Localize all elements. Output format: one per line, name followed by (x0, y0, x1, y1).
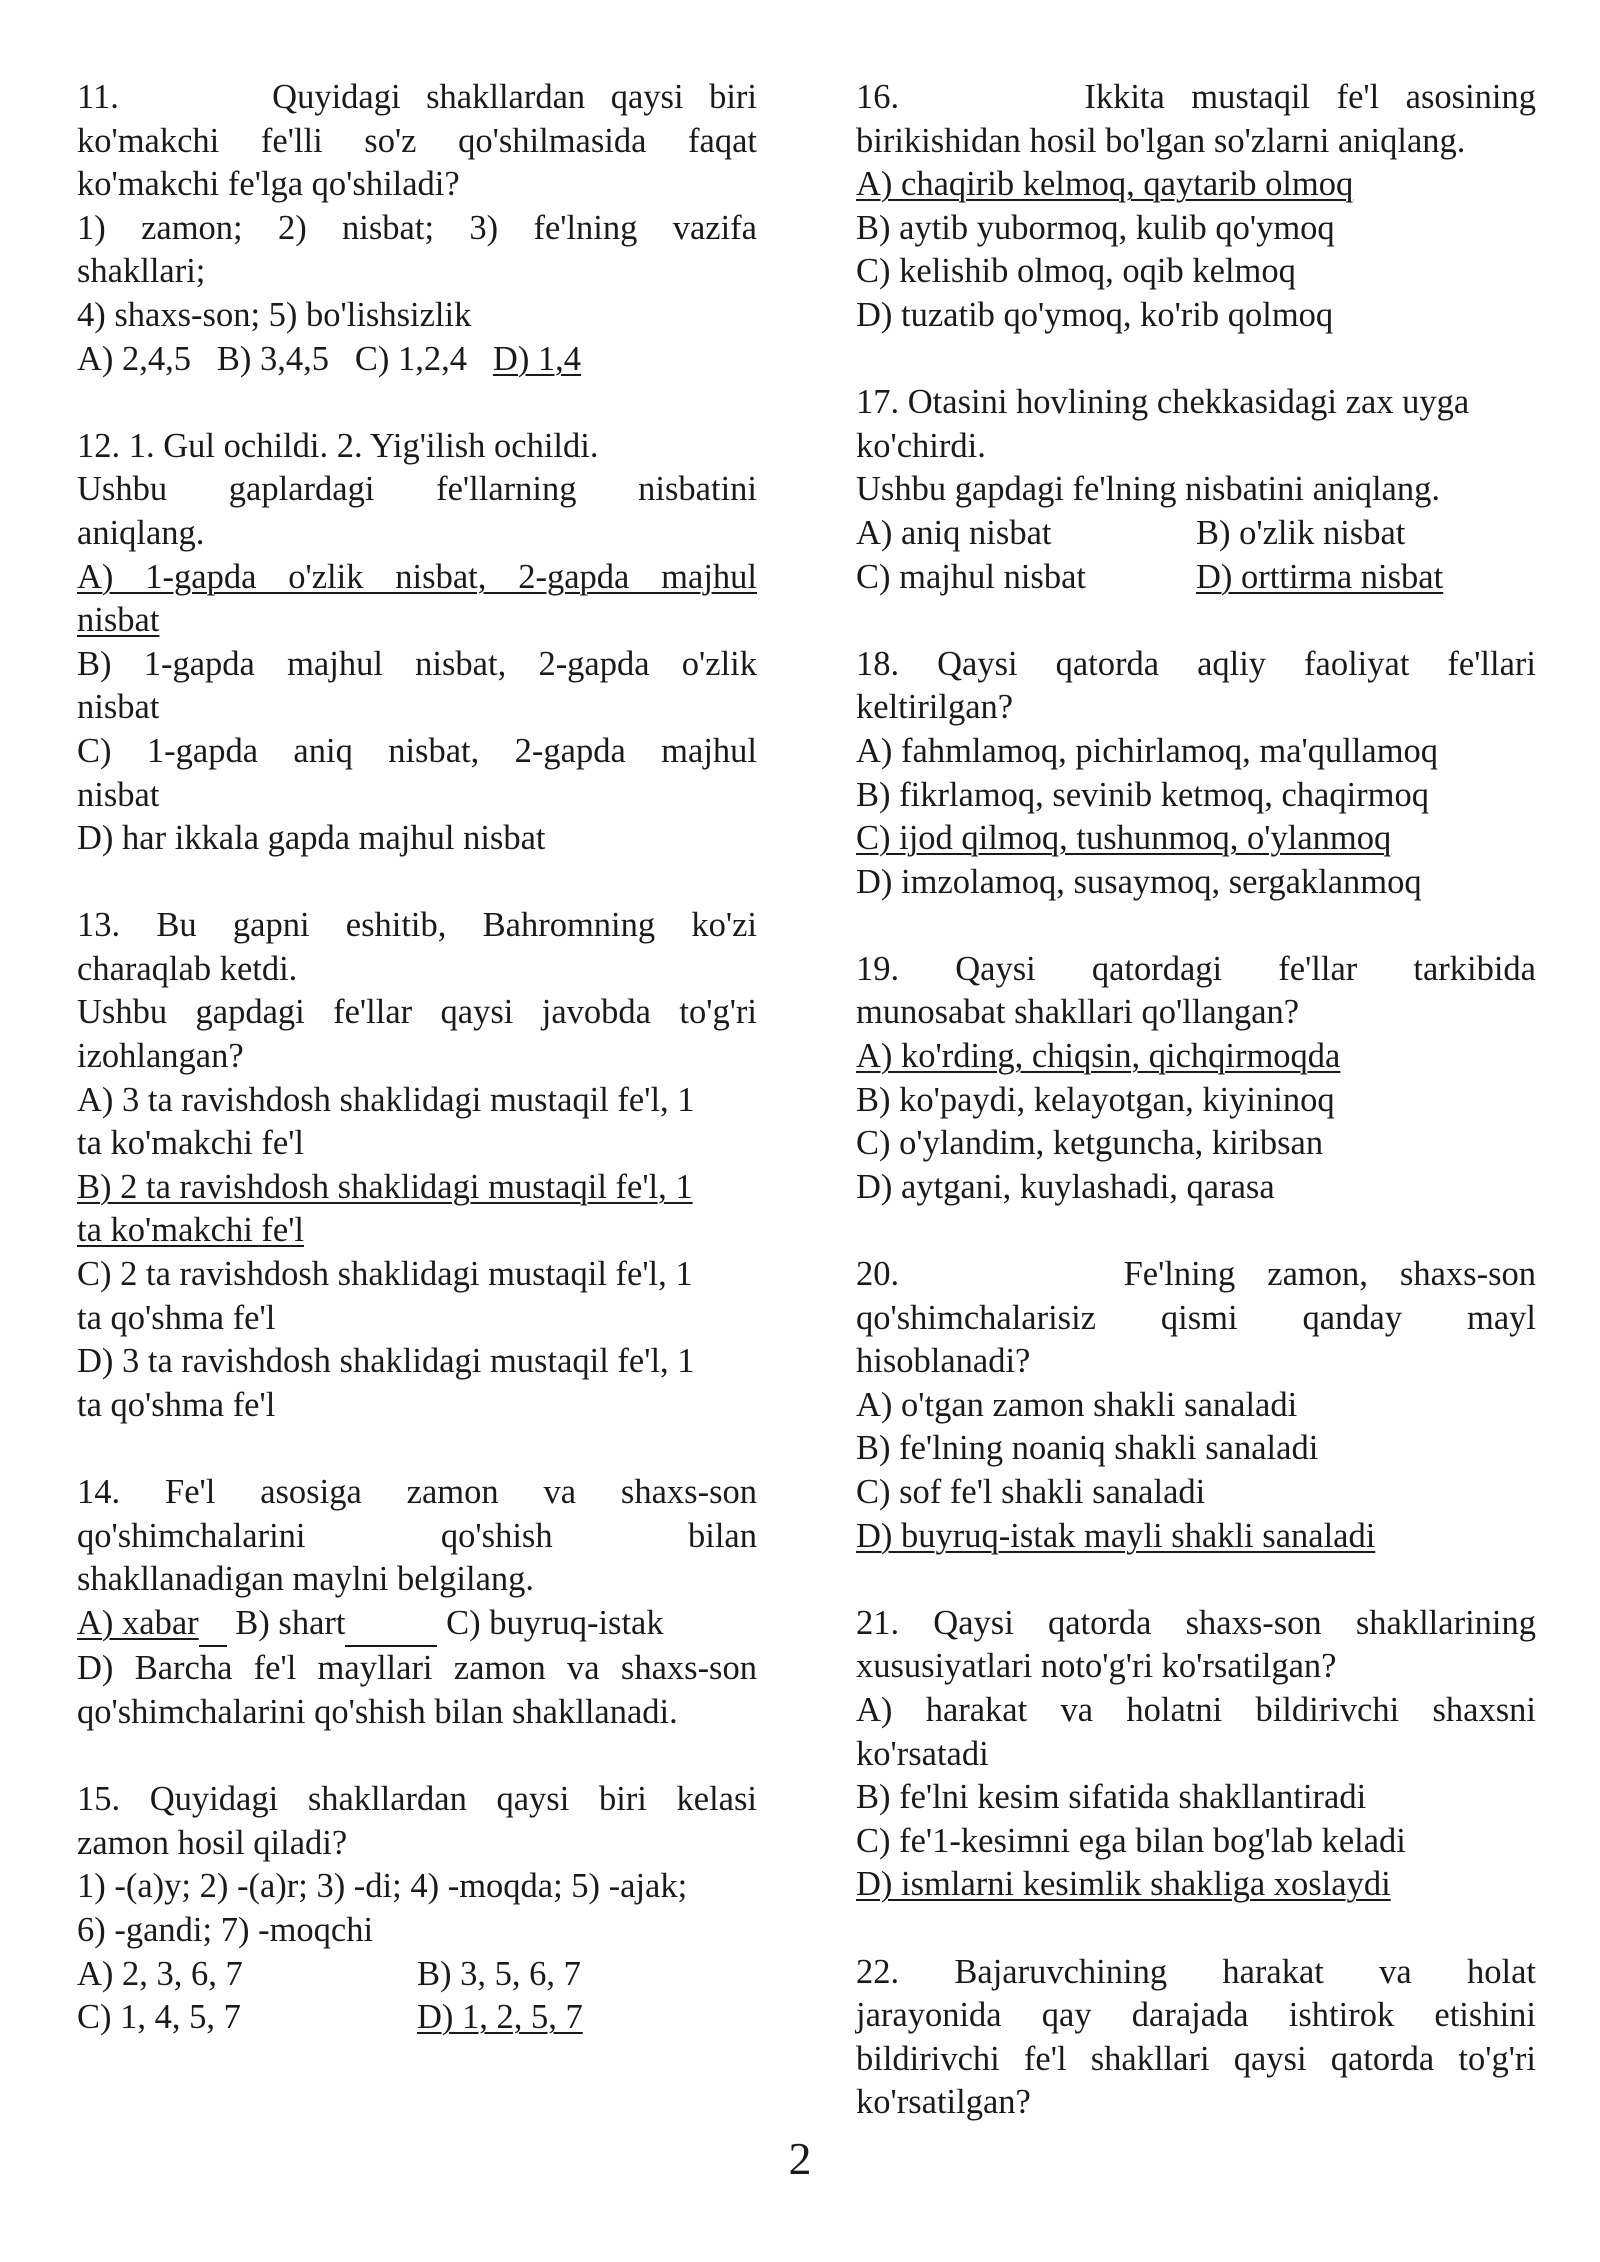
q11-options (77, 338, 757, 382)
q15-line: zamon hosil qiladi? (77, 1823, 348, 1862)
q20-option-c: C) sof fe'l shakli sanaladi (856, 1473, 1206, 1511)
q21-option-b: B) fe'lni kesim sifatida shakllantiradi (856, 1778, 1367, 1817)
q11-line: shakllari; (77, 252, 206, 291)
q14-option-d: D) Barcha fe'l mayllari zamon va shaxs-son (77, 1649, 757, 1688)
q21-option-a-cont: ko'rsatadi (856, 1734, 989, 1773)
q14-option-c: C) buyruq-istak (446, 1603, 664, 1642)
question-21 (856, 1602, 1536, 1907)
q20-line: hisoblanadi? (856, 1342, 1031, 1381)
q12-option-c-cont: nisbat (77, 775, 160, 814)
question-15 (77, 1778, 757, 2040)
q14-line: shakllanadigan maylni belgilang. (77, 1560, 535, 1599)
q18-option-b: B) fikrlamoq, sevinib ketmoq, chaqirmoq (856, 775, 1429, 814)
q14-options (77, 1602, 757, 1648)
q15-option-a: A) 2, 3, 6, 7 (77, 1954, 243, 1993)
q14-option-b: B) shart (235, 1603, 346, 1642)
q19-option-a-answer: A) ko'rding, chiqsin, qichqirmoqda (856, 1037, 1341, 1076)
q21-option-d-answer: D) ismlarni kesimlik shakliga xoslaydi (856, 1865, 1391, 1904)
q12-option-b-cont: nisbat (77, 688, 160, 727)
question-11 (77, 76, 757, 381)
q12-option-b: B) 1-gapda majhul nisbat, 2-gapda o'zlik (77, 644, 757, 683)
q13-option-d-cont: ta qo'shma fe'l (77, 1385, 276, 1424)
q15-options-row (77, 1953, 757, 1997)
question-14 (77, 1471, 757, 1735)
q17-option-a: A) aniq nisbat (856, 513, 1052, 552)
q18-option-a: A) fahmlamoq, pichirlamoq, ma'qullamoq (856, 731, 1439, 770)
q14-option-d-cont: qo'shimchalarini qo'shish bilan shakllanadi. (77, 1692, 678, 1731)
q19-line: 19. Qaysi qatordagi fe'llar tarkibida (856, 949, 1536, 988)
question-16 (856, 76, 1536, 338)
q17-option-d-answer: D) orttirma nisbat (1196, 557, 1444, 596)
q20-option-a: A) o'tgan zamon shakli sanaladi (856, 1385, 1298, 1424)
question-19 (856, 948, 1536, 1210)
q11-line: 4) shaxs-son; 5) bo'lishsizlik (77, 295, 472, 334)
q19-option-d: D) aytgani, kuylashadi, qarasa (856, 1167, 1275, 1206)
q13-option-a: A) 3 ta ravishdosh shaklidagi mustaqil fe'l, 1 (77, 1080, 695, 1119)
q11-option-b: B) 3,4,5 (216, 339, 330, 378)
q11-line: ko'makchi fe'lga qo'shiladi? (77, 165, 460, 204)
q21-option-c: C) fe'1-kesimni ega bilan bog'lab keladi (856, 1821, 1406, 1860)
q13-line: Ushbu gapdagi fe'llar qaysi javobda to'g'ri (77, 993, 757, 1032)
q13-option-d: D) 3 ta ravishdosh shaklidagi mustaqil fe'l, 1 (77, 1342, 695, 1381)
q21-line: xususiyatlari noto'g'ri ko'rsatilgan? (856, 1647, 1337, 1686)
q16-option-c: C) kelishib olmoq, oqib kelmoq (856, 252, 1296, 291)
q17-line: ko'chirdi. (856, 426, 986, 465)
q12-option-a-answer: A) 1-gapda o'zlik nisbat, 2-gapda majhul (77, 557, 757, 596)
q21-line: 21. Qaysi qatorda shaxs-son shakllarining (856, 1603, 1536, 1642)
q13-option-c: C) 2 ta ravishdosh shaklidagi mustaqil fe'l, 1 (77, 1255, 693, 1294)
q18-option-d: D) imzolamoq, susaymoq, sergaklanmoq (856, 862, 1422, 901)
q13-line: izohlangan? (77, 1037, 244, 1076)
q22-line: jarayonida qay darajada ishtirok etishini (856, 1996, 1536, 2035)
q11-option-d-answer: D) 1,4 (492, 339, 582, 378)
q22-line: bildirivchi fe'l shakllari qaysi qatorda to'g'ri (856, 2039, 1536, 2078)
q17-options-row (856, 556, 1536, 600)
q15-options-row (77, 1996, 757, 2040)
q13-option-b-answer: B) 2 ta ravishdosh shaklidagi mustaqil fe'l, 1 (77, 1167, 693, 1206)
q14-line: 14. Fe'l asosiga zamon va shaxs-son (77, 1473, 757, 1511)
q11-line: 11. Quyidagi shakllardan qaysi biri (77, 78, 757, 116)
question-22 (856, 1951, 1536, 2125)
q18-line: keltirilgan? (856, 688, 1014, 727)
q12-line: aniqlang. (77, 513, 205, 552)
q12-option-a-answer-cont: nisbat (77, 601, 160, 640)
q19-option-b: B) ko'paydi, kelayotgan, kiyininoq (856, 1080, 1335, 1119)
q15-option-b: B) 3, 5, 6, 7 (417, 1954, 581, 1993)
q11-line: ko'makchi fe'lli so'z qo'shilmasida faqat (77, 121, 757, 160)
q12-option-d: D) har ikkala gapda majhul nisbat (77, 819, 546, 858)
q16-option-d: D) tuzatib qo'ymoq, ko'rib qolmoq (856, 295, 1334, 334)
q17-option-c: C) majhul nisbat (856, 557, 1086, 596)
question-17 (856, 381, 1536, 599)
q15-option-d-answer: D) 1, 2, 5, 7 (417, 1998, 583, 2037)
q13-line: 13. Bu gapni eshitib, Bahromning ko'zi (77, 906, 757, 945)
q12-line: 12. 1. Gul ochildi. 2. Yig'ilish ochildi. (77, 426, 599, 465)
q20-line: qo'shimchalarisiz qismi qanday mayl (856, 1298, 1536, 1337)
q13-line: charaqlab ketdi. (77, 949, 298, 988)
question-12 (77, 425, 757, 861)
q20-option-d-answer: D) buyruq-istak mayli shakli sanaladi (856, 1516, 1376, 1555)
page-number: 2 (788, 2133, 812, 2184)
q18-line: 18. Qaysi qatorda aqliy faoliyat fe'llari (856, 644, 1536, 683)
right-column (856, 76, 1536, 2169)
question-18 (856, 643, 1536, 905)
q22-line: ko'rsatilgan? (856, 2083, 1031, 2122)
q12-option-c: C) 1-gapda aniq nisbat, 2-gapda majhul (77, 731, 757, 770)
q19-line: munosabat shakllari qo'llangan? (856, 993, 1300, 1032)
q19-option-c: C) o'ylandim, ketguncha, kiribsan (856, 1124, 1324, 1163)
q13-option-b-answer-cont: ta ko'makchi fe'l (77, 1211, 305, 1250)
q22-line: 22. Bajaruvchining harakat va holat (856, 1952, 1536, 1991)
q12-line: Ushbu gaplardagi fe'llarning nisbatini (77, 470, 757, 509)
q17-option-b: B) o'zlik nisbat (1196, 513, 1406, 552)
question-20 (856, 1253, 1536, 1558)
left-column (77, 76, 757, 2083)
q17-options-row (856, 512, 1536, 556)
q16-line: birikishidan hosil bo'lgan so'zlarni aniqlang. (856, 121, 1466, 160)
q20-line: 20. Fe'lning zamon, shaxs-son (856, 1255, 1536, 1294)
question-13 (77, 904, 757, 1427)
q15-option-c: C) 1, 4, 5, 7 (77, 1998, 241, 2037)
q17-line: Ushbu gapdagi fe'lning nisbatini aniqlang. (856, 470, 1440, 509)
q21-option-a: A) harakat va holatni bildirivchi shaxsni (856, 1690, 1536, 1729)
q15-line: 15. Quyidagi shakllardan qaysi biri kelasi (77, 1780, 757, 1819)
q11-line: 1) zamon; 2) nisbat; 3) fe'lning vazifa (77, 208, 757, 247)
q16-line: 16. Ikkita mustaqil fe'l asosining (856, 78, 1536, 116)
q18-option-c-answer: C) ijod qilmoq, tushunmoq, o'ylanmoq (856, 819, 1392, 858)
q16-option-a-answer: A) chaqirib kelmoq, qaytarib olmoq (856, 165, 1354, 204)
q15-line: 6) -gandi; 7) -moqchi (77, 1910, 374, 1949)
q13-option-c-cont: ta qo'shma fe'l (77, 1298, 276, 1337)
q16-option-b: B) aytib yubormoq, kulib qo'ymoq (856, 208, 1335, 247)
q14-option-a-answer: A) xabar (77, 1603, 199, 1642)
q14-line: qo'shimchalarini qo'shish bilan (77, 1516, 757, 1555)
q17-line: 17. Otasini hovlining chekkasidagi zax uyga (856, 383, 1470, 422)
q11-option-c: C) 1,2,4 (354, 339, 468, 378)
q15-line: 1) -(a)y; 2) -(a)r; 3) -di; 4) -moqda; 5) -ajak; (77, 1867, 688, 1906)
q20-option-b: B) fe'lning noaniq shakli sanaladi (856, 1429, 1319, 1468)
q11-option-a: A) 2,4,5 (77, 339, 192, 378)
q13-option-a-cont: ta ko'makchi fe'l (77, 1124, 305, 1163)
